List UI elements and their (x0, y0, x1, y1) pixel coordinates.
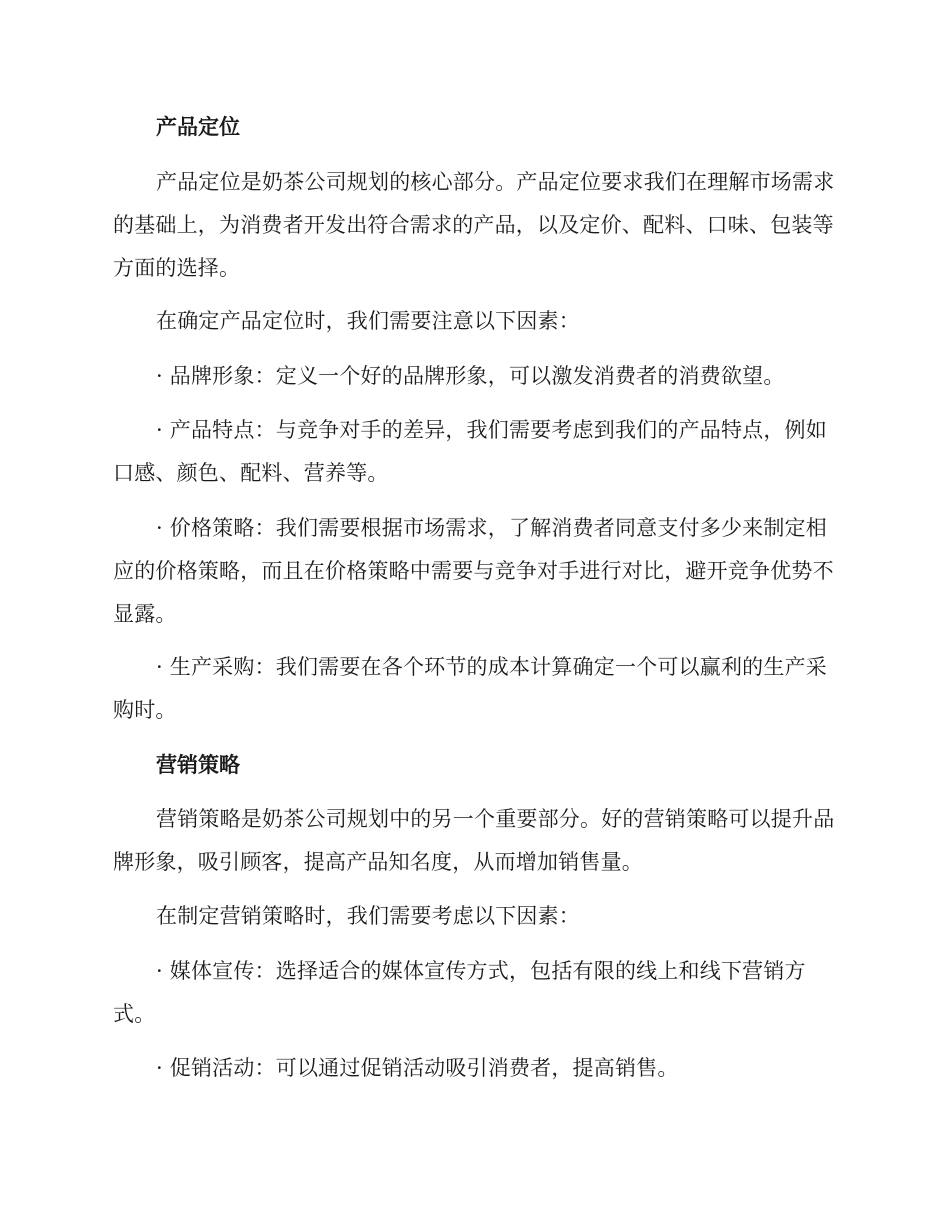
paragraph-product-positioning-intro: 产品定位是奶茶公司规划的核心部分。产品定位要求我们在理解市场需求的基础上，为消费者开发出符合需求的产品，以及定价、配料、口味、包装等方面的选择。 (113, 170, 835, 280)
paragraph-product-factors-lead: 在确定产品定位时，我们需要注意以下因素： (156, 309, 580, 333)
paragraph-marketing-strategy-intro: 营销策略是奶茶公司规划中的另一个重要部分。好的营销策略可以提升品牌形象，吸引顾客，提高产品知名度，从而增加销售量。 (113, 807, 835, 874)
list-item-media-publicity: · 媒体宣传：选择适合的媒体宣传方式，包括有限的线上和线下营销方式。 (113, 959, 806, 1026)
list-item-production-procurement: · 生产采购：我们需要在各个环节的成本计算确定一个可以赢利的生产采购时。 (113, 655, 827, 722)
section-heading-marketing-strategy: 营销策略 (156, 753, 240, 777)
list-item-brand-image: · 品牌形象：定义一个好的品牌形象，可以激发消费者的消费欲望。 (156, 364, 785, 388)
section-heading-product-positioning: 产品定位 (156, 115, 240, 139)
paragraph-marketing-factors-lead: 在制定营销策略时，我们需要考虑以下因素： (156, 904, 580, 928)
list-item-promotions: · 促销活动：可以通过促销活动吸引消费者，提高销售。 (156, 1056, 679, 1080)
list-item-pricing-strategy: · 价格策略：我们需要根据市场需求，了解消费者同意支付多少来制定相应的价格策略，而且在价格策略中需要与竞争对手进行对比，避开竞争优势不显露。 (113, 516, 834, 626)
list-item-product-features: · 产品特点：与竞争对手的差异，我们需要考虑到我们的产品特点，例如口感、颜色、配料、营养等。 (113, 418, 827, 485)
